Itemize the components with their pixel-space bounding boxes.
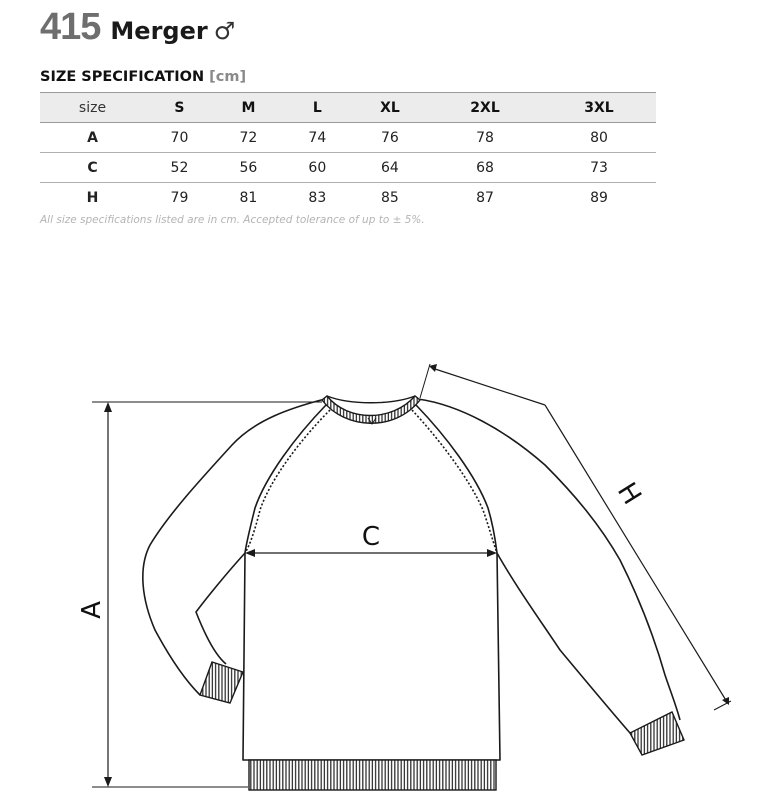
size-col-2xl: 2XL — [470, 99, 500, 116]
table-cell: 78 — [476, 129, 494, 146]
table-cell: 87 — [476, 189, 494, 206]
label-h: H — [610, 477, 647, 511]
spec-unit: [cm] — [209, 69, 247, 85]
sweatshirt-outline — [143, 399, 680, 760]
spec-title-text: SIZE SPECIFICATION — [40, 69, 205, 85]
collar-rib — [322, 396, 420, 424]
male-symbol-icon: ♂ — [213, 17, 236, 45]
size-col-l: L — [312, 99, 322, 116]
table-cell: 85 — [381, 189, 399, 206]
label-a: A — [77, 601, 107, 619]
size-col-m: M — [241, 99, 256, 116]
table-cell: 83 — [308, 189, 327, 206]
table-cell: 68 — [476, 159, 494, 176]
table-cell: 81 — [239, 189, 258, 206]
table-cell: 56 — [239, 159, 258, 176]
table-cell: 76 — [381, 129, 399, 146]
tolerance-note: All size specifications listed are in cm. Accepted tolerance of up to ± 5%. — [40, 214, 425, 226]
table-cell: 74 — [308, 129, 327, 146]
label-c: C — [361, 522, 381, 552]
table-cell: 64 — [381, 159, 399, 176]
size-col-s: S — [174, 99, 185, 116]
table-cell: 80 — [590, 129, 608, 146]
table-cell: 79 — [170, 189, 189, 206]
size-col-xl: XL — [380, 99, 400, 116]
left-cuff-rib — [200, 662, 243, 703]
size-col-3xl: 3XL — [584, 99, 614, 116]
row-label-a: A — [87, 129, 98, 146]
table-cell: 70 — [170, 129, 189, 146]
row-label-c: C — [87, 159, 98, 176]
table-cell: 89 — [590, 189, 608, 206]
measure-h-line — [420, 364, 731, 710]
product-name: Merger — [110, 17, 208, 45]
product-code: 415 — [40, 6, 101, 48]
right-cuff-rib — [630, 712, 684, 755]
table-cell: 60 — [308, 159, 327, 176]
table-cell: 72 — [239, 129, 258, 146]
size-header-label: size — [78, 99, 107, 116]
table-cell: 52 — [170, 159, 189, 176]
row-label-h: H — [86, 189, 99, 206]
table-cell: 73 — [590, 159, 608, 176]
waistband-rib — [249, 760, 496, 790]
